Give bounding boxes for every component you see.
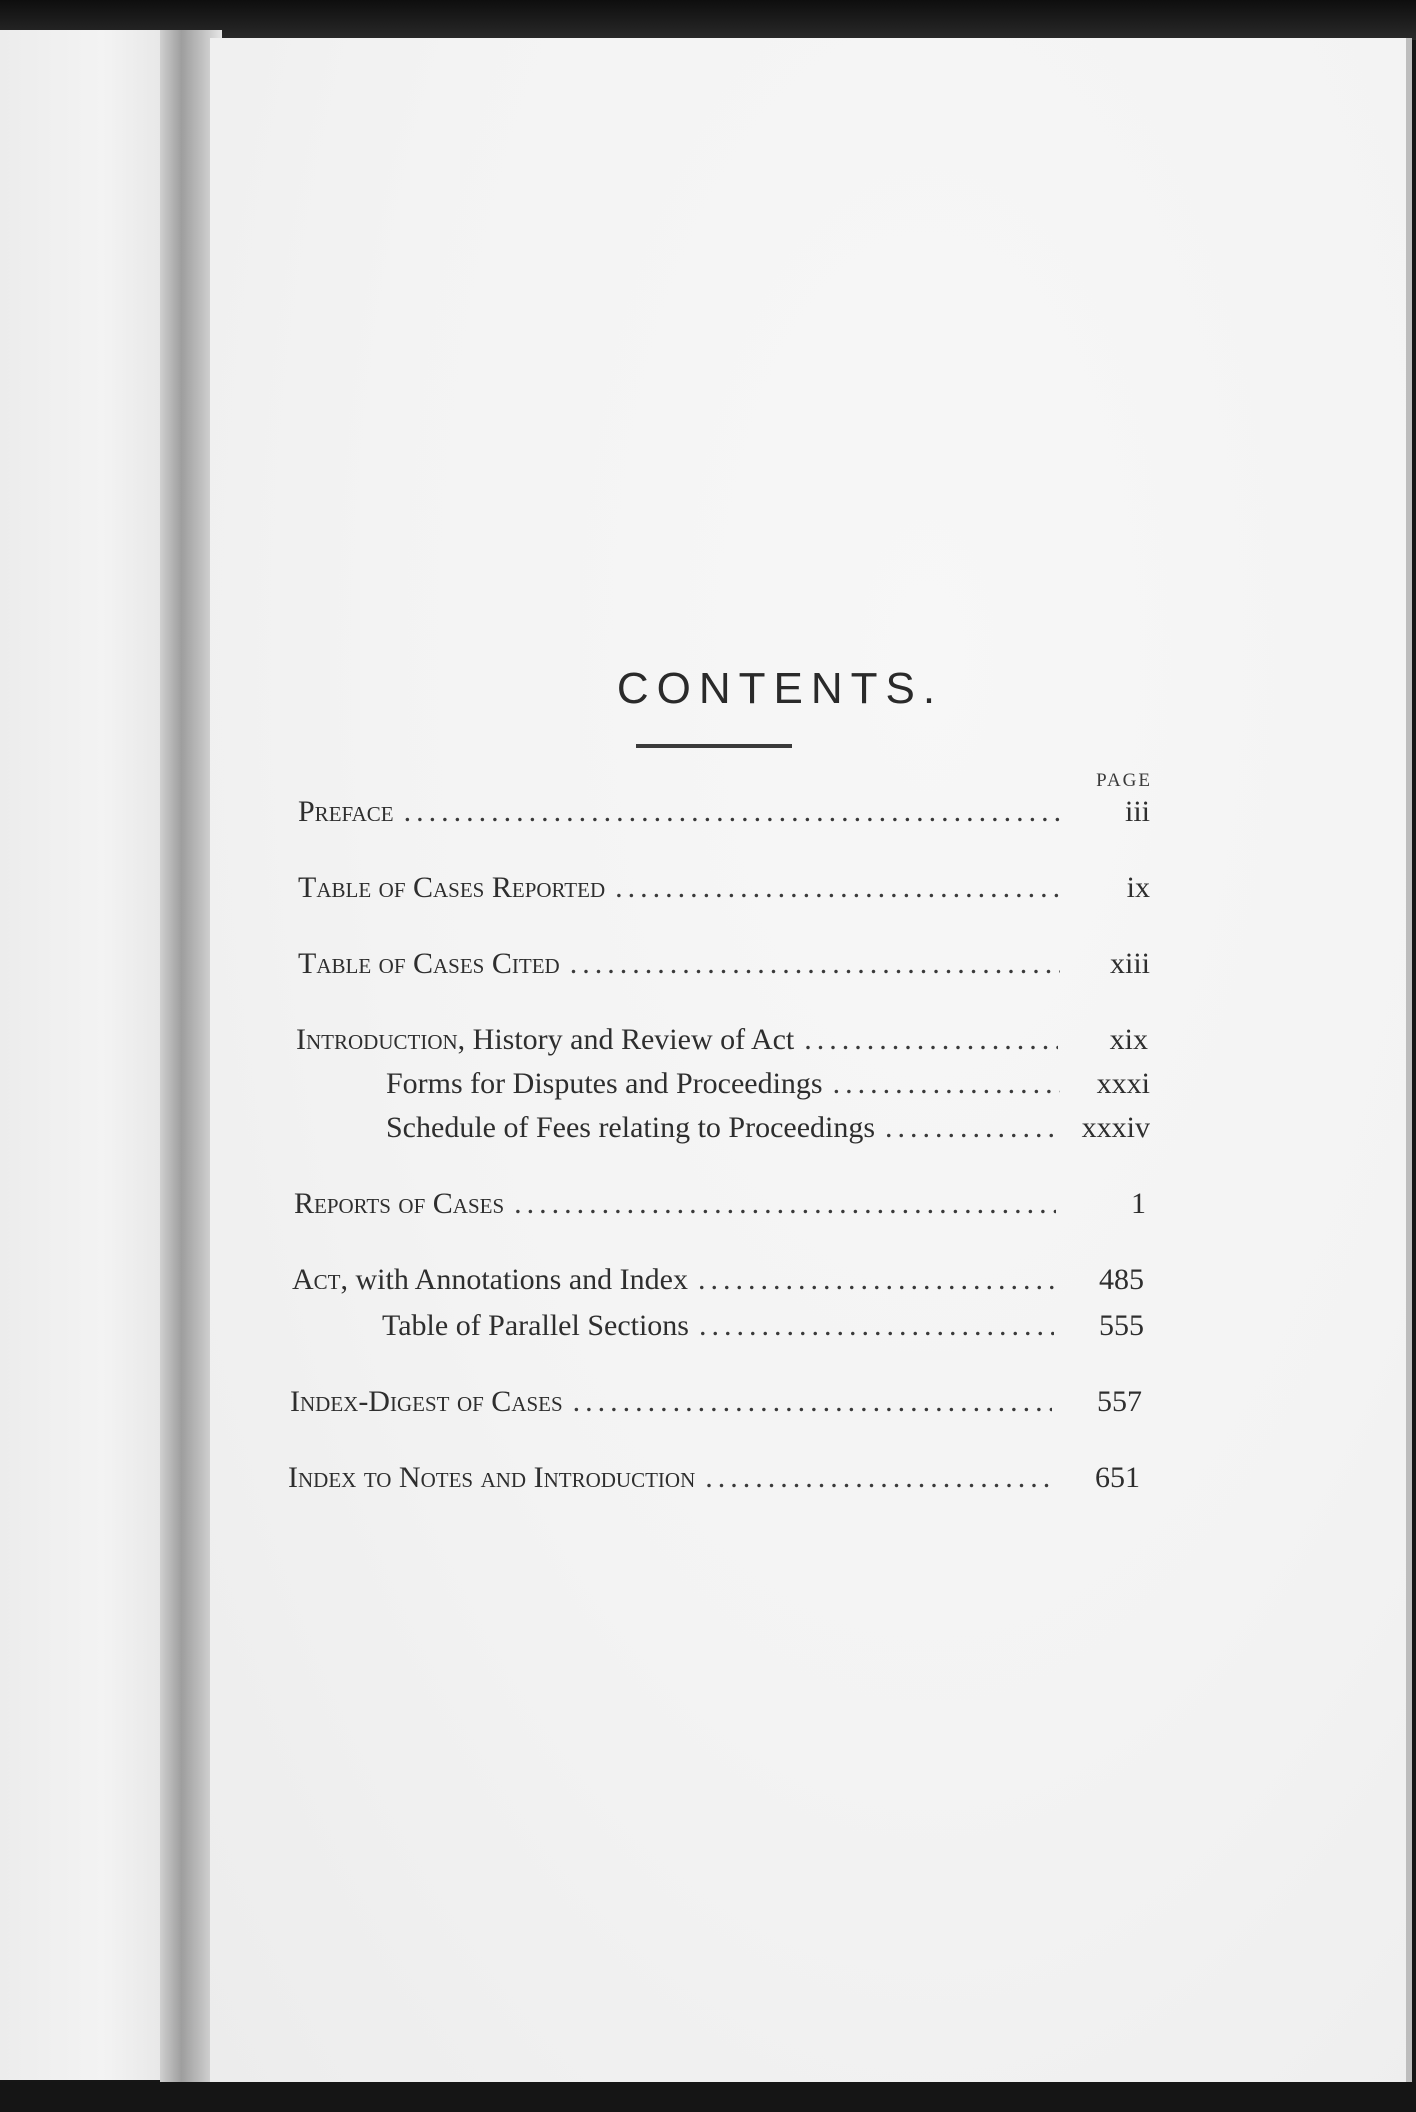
toc-entry-cases-reported [298,868,1150,908]
toc-entry-act [292,1260,1144,1300]
toc-entry-title [292,1260,688,1300]
toc-entry-page: xix [1109,1023,1148,1056]
page-column-label: PAGE [1096,770,1152,791]
toc-entry-title: Index to Notes and Introduction [288,1461,696,1494]
toc-entry-title-rest: , with Annotations and Index [340,1263,688,1296]
dot-leader [705,1458,1050,1498]
table-of-contents [210,0,1406,2112]
toc-subentry-schedule-of-fees [386,1108,1150,1148]
toc-entry-reports-of-cases [294,1184,1146,1224]
toc-entry-page: 557 [1097,1385,1142,1418]
title-rule [636,744,792,748]
toc-entry-page: 485 [1099,1263,1144,1296]
toc-entry-introduction [296,1020,1148,1060]
toc-entry-page: 1 [1131,1187,1146,1220]
dot-leader [804,1020,1058,1060]
toc-entry-title: Forms for Disputes and Proceedings [386,1067,823,1100]
dot-leader [833,1064,1060,1104]
toc-entry-title-smallcaps: Act [292,1263,341,1296]
toc-entry-title: Table of Cases Reported [298,871,606,904]
dot-leader [885,1108,1060,1148]
toc-entry-page: ix [1126,871,1150,904]
toc-entry-title-rest: , History and Review of Act [457,1023,795,1056]
dot-leader [404,792,1060,832]
toc-entry-page: xxxi [1096,1067,1150,1100]
toc-entry-title: Schedule of Fees relating to Proceedings [386,1111,876,1144]
dot-leader [570,944,1060,984]
toc-entry-preface [298,792,1150,832]
toc-entry-page: xiii [1109,947,1150,980]
left-page-edge [0,30,172,2080]
toc-entry-title [296,1020,794,1060]
toc-entry-index-digest [290,1382,1142,1422]
toc-entry-title: Table of Cases Cited [298,947,560,980]
toc-entry-page: xxxiv [1081,1111,1150,1144]
toc-entry-title: Preface [298,795,394,828]
toc-entry-index-notes [288,1458,1140,1498]
dot-leader [573,1382,1052,1422]
toc-entry-title: Table of Parallel Sections [382,1309,689,1342]
toc-entry-page: 651 [1095,1461,1140,1494]
toc-subentry-forms [386,1064,1150,1104]
dot-leader [699,1306,1054,1346]
dot-leader [615,868,1060,908]
toc-entry-title: Index-Digest of Cases [290,1385,563,1418]
toc-entry-title: Reports of Cases [294,1187,505,1220]
toc-entry-page: iii [1124,795,1150,828]
toc-entry-title-smallcaps: Introduction [296,1023,458,1056]
dot-leader [514,1184,1056,1224]
toc-entry-page: 555 [1099,1309,1144,1342]
toc-subentry-parallel-sections [382,1306,1144,1346]
page-title: CONTENTS. [616,664,944,713]
dot-leader [698,1260,1054,1300]
toc-entry-cases-cited [298,944,1150,984]
